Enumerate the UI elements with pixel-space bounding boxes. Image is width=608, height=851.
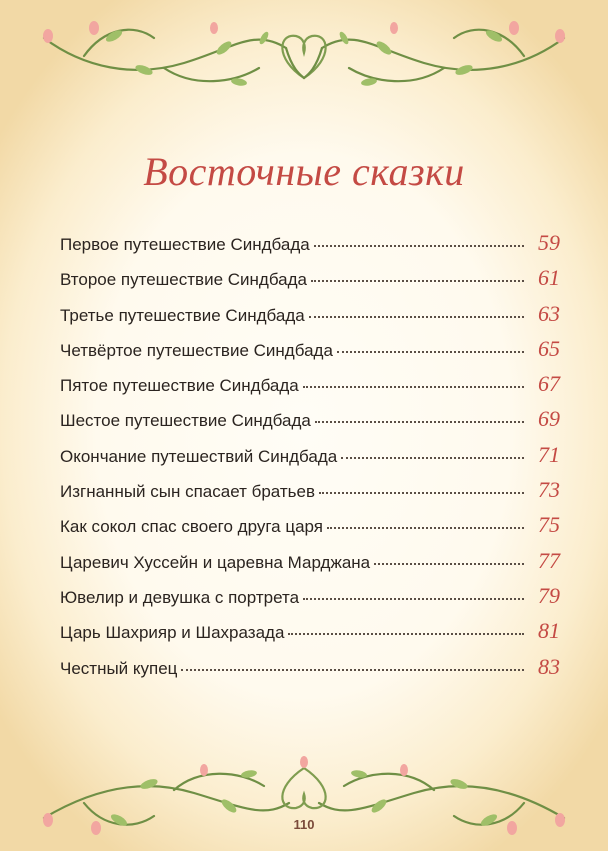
toc-leader-dots bbox=[327, 527, 524, 529]
toc-leader-dots bbox=[181, 669, 524, 671]
toc-entry-page: 61 bbox=[538, 265, 560, 291]
page-number: 110 bbox=[293, 817, 315, 832]
toc-leader-dots bbox=[314, 245, 524, 247]
toc-entry-page: 79 bbox=[538, 582, 560, 608]
toc-entry-page: 65 bbox=[538, 335, 560, 361]
toc-leader-dots bbox=[341, 457, 524, 459]
toc-entry-page: 73 bbox=[538, 477, 560, 503]
toc-entry-page: 63 bbox=[538, 300, 560, 326]
toc-leader-dots bbox=[288, 633, 524, 635]
toc-entry[interactable] bbox=[60, 583, 560, 618]
top-floral-ornament bbox=[24, 8, 584, 98]
toc-entry-page: 81 bbox=[538, 618, 560, 644]
toc-leader-dots bbox=[319, 492, 524, 494]
toc-entry-title: Царь Шахрияр и Шахразада bbox=[60, 623, 285, 643]
toc-entry-title: Первое путешествие Синдбада bbox=[60, 235, 310, 254]
toc-entry-title: Как сокол спас своего друга царя bbox=[60, 517, 324, 537]
toc-entry-page: 69 bbox=[538, 406, 560, 432]
toc-entry-title: Изгнанный сын спасает братьев bbox=[60, 482, 316, 502]
toc-entry-page: 83 bbox=[538, 653, 560, 679]
toc-entry[interactable] bbox=[60, 371, 560, 406]
toc-entry-page: 59 bbox=[538, 230, 560, 255]
toc-entry[interactable] bbox=[60, 301, 560, 336]
toc-entry[interactable] bbox=[60, 442, 560, 477]
toc-entry[interactable] bbox=[60, 618, 560, 653]
toc-entry-page: 67 bbox=[538, 371, 560, 397]
toc-entry-title: Честный купец bbox=[60, 658, 178, 678]
toc-leader-dots bbox=[374, 563, 524, 565]
toc-entry-title: Шестое путешествие Синдбада bbox=[60, 411, 311, 431]
toc-entry-title: Окончание путешествий Синдбада bbox=[60, 446, 338, 466]
toc-leader-dots bbox=[337, 351, 524, 353]
toc-entry[interactable] bbox=[60, 548, 560, 583]
toc-leader-dots bbox=[303, 598, 524, 600]
toc-entry[interactable] bbox=[60, 336, 560, 371]
toc-entry[interactable] bbox=[60, 512, 560, 547]
toc-entry[interactable] bbox=[60, 477, 560, 512]
toc-entry[interactable] bbox=[60, 265, 560, 300]
toc-leader-dots bbox=[311, 280, 524, 282]
toc-leader-dots bbox=[315, 421, 524, 423]
toc-entry[interactable] bbox=[60, 406, 560, 441]
toc-entry-title: Второе путешествие Синдбада bbox=[60, 270, 308, 290]
toc-entry-title: Третье путешествие Синдбада bbox=[60, 305, 305, 325]
toc-entry-page: 71 bbox=[538, 441, 560, 467]
toc-entry-page: 75 bbox=[538, 512, 560, 538]
toc-entry[interactable] bbox=[60, 654, 560, 689]
table-of-contents bbox=[60, 230, 560, 689]
section-title: Восточные сказки bbox=[143, 149, 465, 194]
toc-entry[interactable] bbox=[60, 230, 560, 265]
toc-leader-dots bbox=[303, 386, 524, 388]
toc-entry-title: Царевич Хуссейн и царевна Марджана bbox=[60, 552, 371, 572]
toc-entry-title: Четвёртое путешествие Синдбада bbox=[60, 340, 333, 360]
toc-entry-title: Пятое путешествие Синдбада bbox=[60, 376, 299, 396]
toc-leader-dots bbox=[309, 316, 524, 318]
toc-entry-page: 77 bbox=[538, 547, 560, 573]
toc-entry-title: Ювелир и девушка с портрета bbox=[60, 587, 300, 607]
